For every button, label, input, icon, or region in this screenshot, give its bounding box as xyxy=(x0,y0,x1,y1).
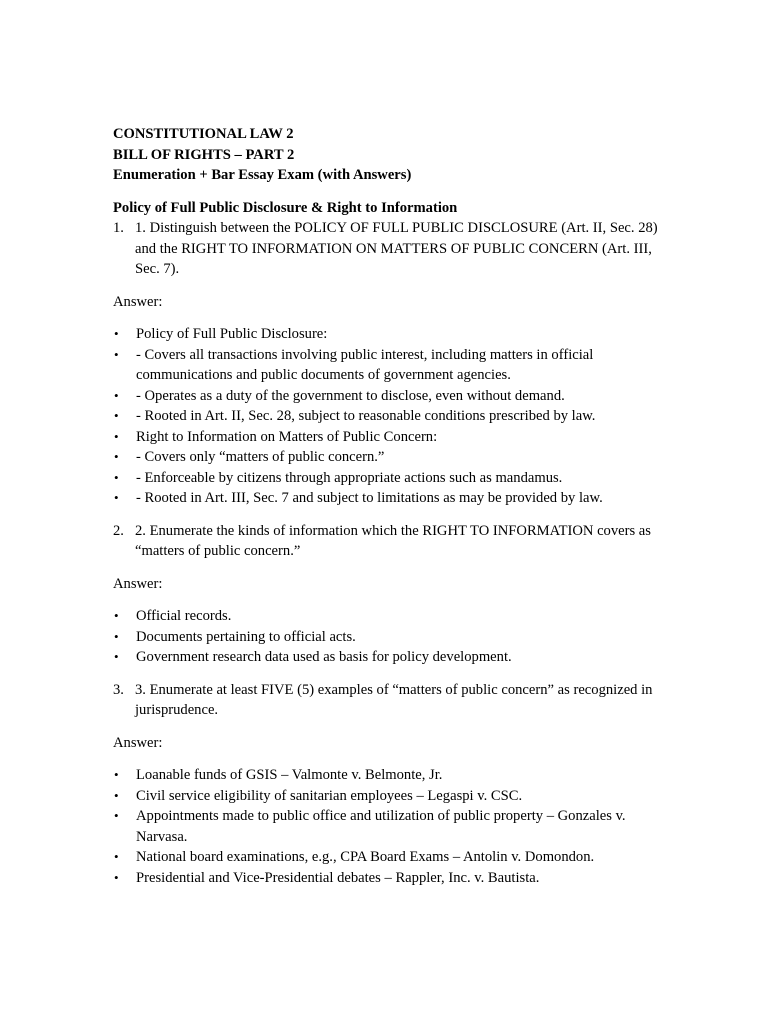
bullet-icon: • xyxy=(114,408,119,423)
list-item: • - Rooted in Art. III, Sec. 7 and subject to limitations as may be provided by law. xyxy=(113,488,673,509)
bullet-icon: • xyxy=(114,628,119,644)
list-item: • Government research data used as basis for policy development. xyxy=(113,647,673,668)
question-1 xyxy=(113,218,673,280)
list-item: • - Operates as a duty of the government to disclose, even without demand. xyxy=(113,386,673,407)
bullet-icon: • xyxy=(114,869,119,885)
question-text: 1. Distinguish between the POLICY OF FULL PUBLIC DISCLOSURE (Art. II, Sec. 28) and the RIGHT TO INFORMATION ON MATTERS OF PUBLIC CONCERN (Art. III, Sec. 7). xyxy=(135,220,658,277)
question-text: 2. Enumerate the kinds of information which the RIGHT TO INFORMATION covers as “matters of public concern.” xyxy=(135,522,651,559)
question-3 xyxy=(113,680,673,721)
list-item: • - Covers only “matters of public concern.” xyxy=(113,447,673,468)
list-item: • Documents pertaining to official acts. xyxy=(113,627,673,648)
bullet-icon: • xyxy=(114,428,119,444)
list-item: • Right to Information on Matters of Public Concern: xyxy=(113,427,673,448)
list-item: • Civil service eligibility of sanitarian employees – Legaspi v. CSC. xyxy=(113,786,673,807)
bullet-icon: • xyxy=(114,808,119,823)
list-item: • Loanable funds of GSIS – Valmonte v. Belmonte, Jr. xyxy=(113,765,673,786)
list-item: • - Rooted in Art. II, Sec. 28, subject to reasonable conditions prescribed by law. xyxy=(113,406,673,427)
section-heading: Policy of Full Public Disclosure & Right to Information xyxy=(113,199,458,216)
question-2 xyxy=(113,521,673,562)
answer-list-3 xyxy=(113,765,673,888)
bullet-icon: • xyxy=(114,787,119,803)
list-item: • National board examinations, e.g., CPA Board Exams – Antolin v. Domondon. xyxy=(113,847,673,868)
bullet-icon: • xyxy=(114,469,119,485)
bullet-icon: • xyxy=(114,449,119,464)
document-description: Enumeration + Bar Essay Exam (with Answers) xyxy=(113,167,412,183)
list-item: • - Enforceable by citizens through appropriate actions such as mandamus. xyxy=(113,468,673,489)
bullet-icon: • xyxy=(114,387,119,403)
document-title: CONSTITUTIONAL LAW 2 xyxy=(113,126,294,142)
list-item: • Official records. xyxy=(113,606,673,627)
question-number: 1. xyxy=(113,220,124,236)
bullet-icon: • xyxy=(114,326,119,341)
bullet-icon: • xyxy=(114,346,119,362)
bullet-icon: • xyxy=(114,849,119,864)
bullet-icon: • xyxy=(114,767,119,782)
question-number: 3. xyxy=(113,681,124,698)
document-page xyxy=(113,124,673,888)
bullet-icon: • xyxy=(114,490,119,505)
list-item: • - Covers all transactions involving public interest, including matters in official communications and public documents of government agencies. xyxy=(113,345,673,386)
bullet-icon: • xyxy=(114,608,119,623)
answer-list-1 xyxy=(113,324,673,509)
list-item: • Policy of Full Public Disclosure: xyxy=(113,324,673,345)
document-subtitle: BILL OF RIGHTS – PART 2 xyxy=(113,146,295,163)
question-text: 3. Enumerate at least FIVE (5) examples of “matters of public concern” as recognized in jurisprudence. xyxy=(135,681,653,718)
answer-label: Answer: xyxy=(113,293,163,310)
answer-label: Answer: xyxy=(113,575,163,592)
list-item: • Presidential and Vice-Presidential debates – Rappler, Inc. v. Bautista. xyxy=(113,868,673,889)
list-item: • Appointments made to public office and utilization of public property – Gonzales v. Narvasa. xyxy=(113,806,673,847)
answer-list-2 xyxy=(113,606,673,668)
answer-label: Answer: xyxy=(113,734,163,751)
question-number: 2. xyxy=(113,522,124,539)
bullet-icon: • xyxy=(114,649,119,664)
